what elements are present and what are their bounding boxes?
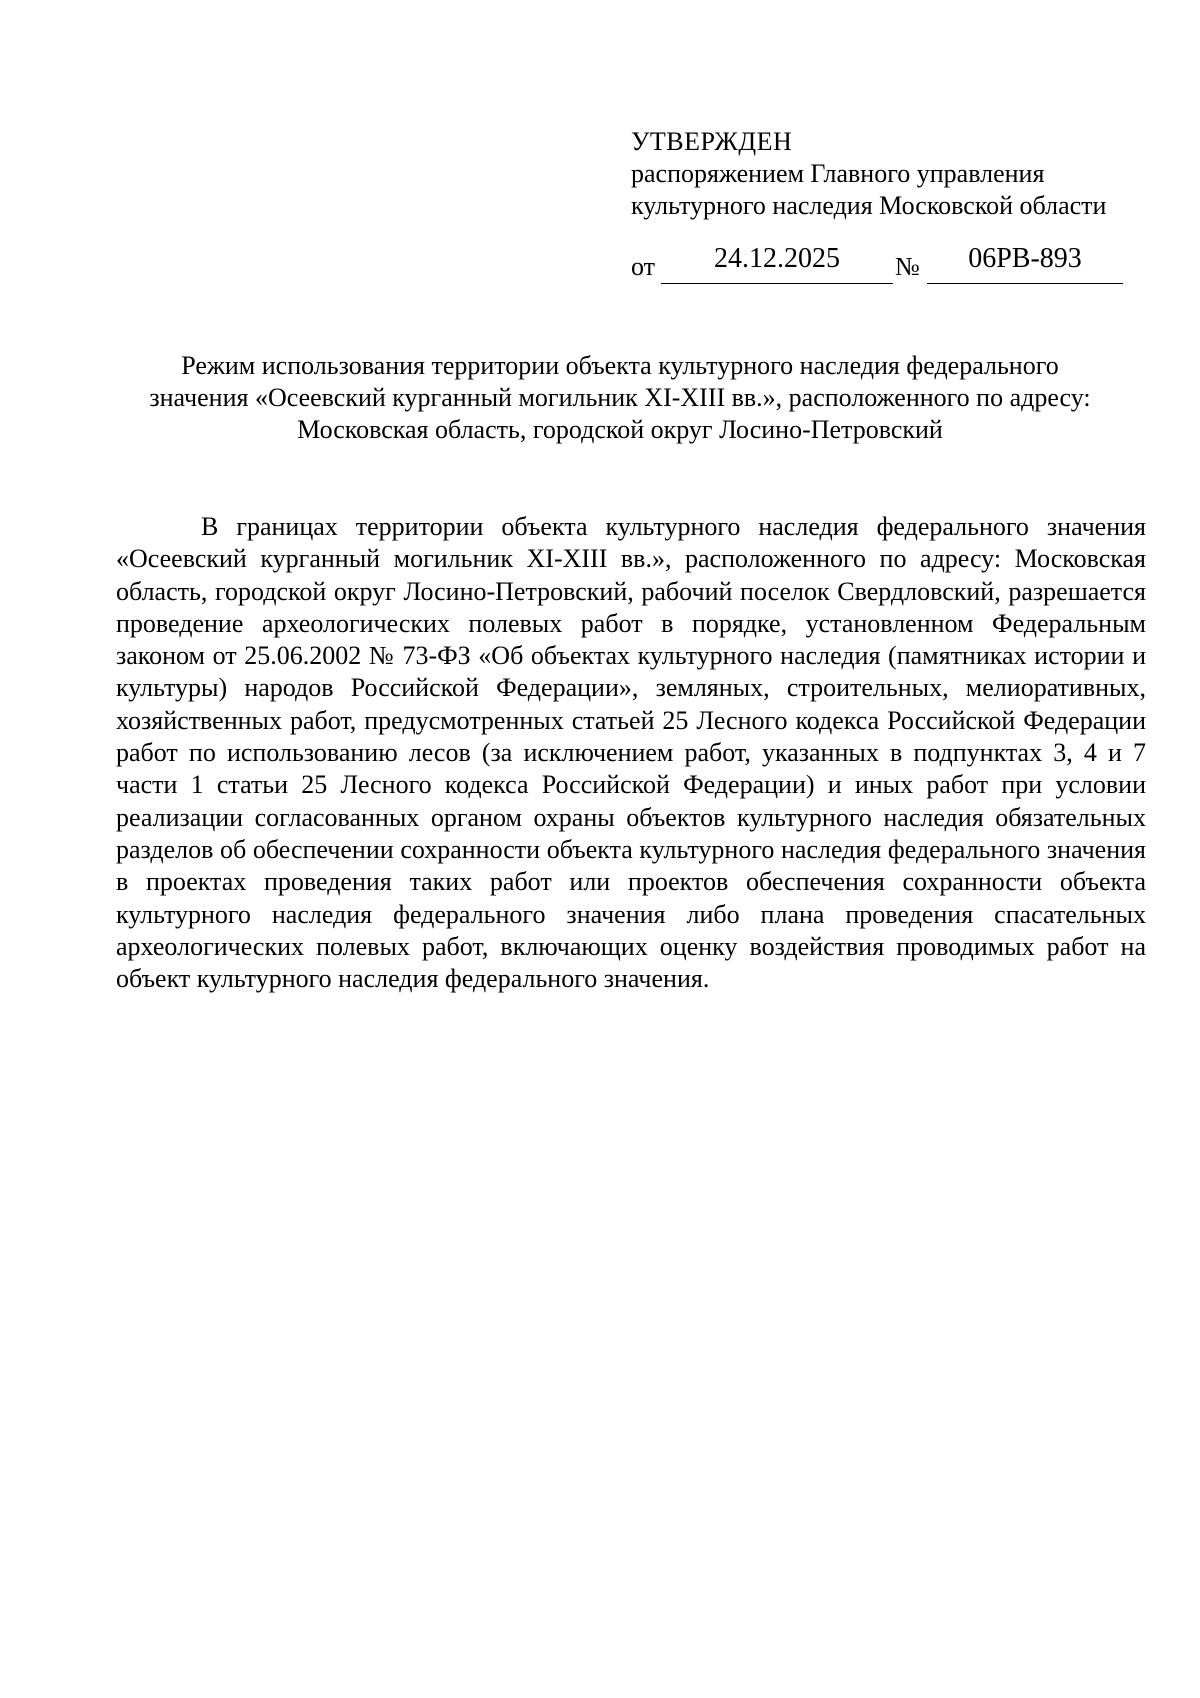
approval-line-2: культурного наследия Московской области bbox=[631, 191, 1107, 220]
approval-line-1: распоряжением Главного управления bbox=[631, 159, 1045, 188]
body-paragraph: В границах территории объекта культурного наследия федерального значения «Осеевский курганный могильник XI-XIII вв.», расположенного по адресу: Московская область, городской округ Лосино-Петровский, рабочий поселок Свердловский, разрешается проведение археологических полевых работ в порядке, установленном Федеральным законом от 25.06.2002 № 73-ФЗ «Об объектах культурного наследия (памятниках истории и культуры) народов Российской Федерации», земляных, строительных, мелиоративных, хозяйственных работ, предусмотренных статьей 25 Лесного кодекса Российской Федерации работ по использованию лесов (за исключением работ, указанных в подпунктах 3, 4 и 7 части 1 статьи 25 Лесного кодекса Российской Федерации) и иных работ при условии реализации согласованных органом охраны объектов культурного наследия обязательных разделов об обеспечении сохранности объекта культурного наследия федерального значения в проектах проведения таких работ или проектов обеспечения сохранности объекта культурного наследия федерального значения либо плана проведения спасательных археологических полевых работ, включающих оценку воздействия проводимых работ на объект культурного наследия федерального значения. bbox=[116, 512, 1146, 994]
approval-status: УТВЕРЖДЕН bbox=[631, 127, 793, 156]
number-label: № bbox=[895, 252, 920, 281]
number-value: 06РВ-893 bbox=[968, 243, 1082, 274]
title-line-3: Московская область, городской округ Лосино-Петровский bbox=[297, 415, 943, 444]
number-field bbox=[927, 243, 1123, 284]
date-label: от bbox=[631, 252, 656, 281]
document-title bbox=[100, 350, 1140, 446]
date-value: 24.12.2025 bbox=[714, 243, 840, 274]
registration-line bbox=[631, 243, 1131, 288]
approval-block bbox=[631, 126, 1106, 222]
date-field bbox=[661, 243, 893, 284]
title-line-1: Режим использования территории объекта культурного наследия федерального bbox=[181, 351, 1059, 380]
title-line-2: значения «Осеевский курганный могильник XI-XIII вв.», расположенного по адресу: bbox=[149, 383, 1091, 412]
